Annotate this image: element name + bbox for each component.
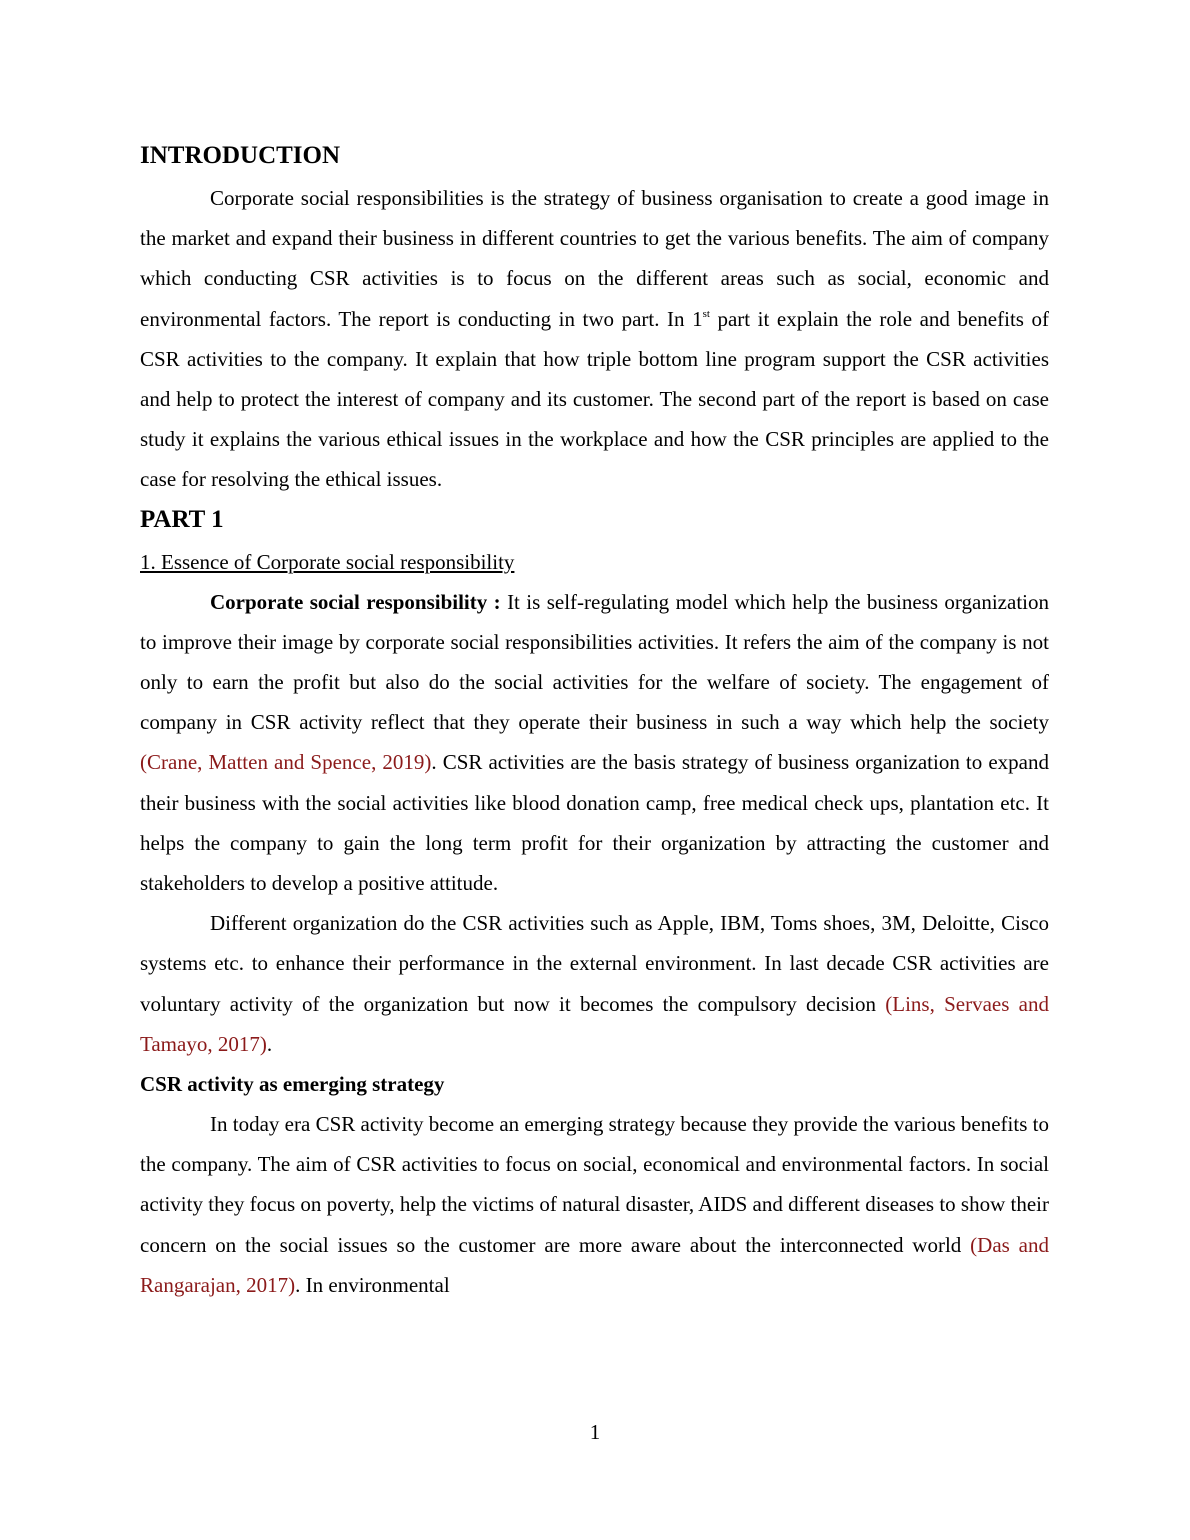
essence-subheading: 1. Essence of Corporate social responsibility xyxy=(140,549,515,574)
emerging-strategy-heading: CSR activity as emerging strategy xyxy=(140,1072,445,1097)
emerging-strategy-paragraph xyxy=(140,1104,1049,1305)
intro-text-part1: Corporate social responsibilities is the strategy of business organisation to create a good image in the market and expand their business in different countries to get the various benefits. The aim of company which conducting CSR activities is to focus on the different areas such as social, economic and environmental factors. The report is conducting in two part. In 1 xyxy=(140,186,1049,331)
ordinal-suffix: st xyxy=(702,307,710,320)
csr-definition-text-2: . CSR activities are the basis strategy of business organization to expand their business with the social activities like blood donation camp, free medical check ups, plantation etc. It helps the company to gain the long term profit for their organization by attracting the customer and stakeholders to develop a positive attitude. xyxy=(140,750,1049,896)
introduction-heading: INTRODUCTION xyxy=(140,142,341,169)
organizations-paragraph xyxy=(140,903,1049,1064)
document-page xyxy=(140,138,1049,1305)
organizations-text: Different organization do the CSR activities such as Apple, IBM, Toms shoes, 3M, Deloitte, Cisco systems etc. to enhance their performance in the external environment. In last decade CSR activities are voluntary activity of the organization but now it becomes the compulsory decision xyxy=(140,911,1049,1016)
emerging-text-2: . In environmental xyxy=(295,1272,450,1297)
part-1-heading: PART 1 xyxy=(140,505,224,533)
citation-lins: (Lins, Servaes and Tamayo, 2017) xyxy=(140,991,1049,1056)
csr-definition-paragraph xyxy=(140,582,1049,904)
citation-das: (Das and Rangarajan, 2017) xyxy=(140,1232,1049,1297)
citation-crane: (Crane, Matten and Spence, 2019) xyxy=(140,750,432,775)
emerging-text: In today era CSR activity become an emerging strategy because they provide the various benefits to the company. The aim of CSR activities to focus on social, economical and environmental factors. In social activity they focus on poverty, help the victims of natural disaster, AIDS and different diseases to show their concern on the social issues so the customer are more aware about the interconnected world xyxy=(140,1112,1049,1257)
csr-term-bold: Corporate social responsibility : xyxy=(210,589,501,614)
intro-text-part2: part it explain the role and benefits of CSR activities to the company. It explain that how triple bottom line program support the CSR activities and help to protect the interest of company and its customer. The second part of the report is based on case study it explains the various ethical issues in the workplace and how the CSR principles are applied to the case for resolving the ethical issues. xyxy=(140,306,1049,492)
page-number: 1 xyxy=(589,1420,601,1444)
introduction-paragraph xyxy=(140,178,1049,500)
organizations-text-end: . xyxy=(266,1031,273,1056)
csr-definition-text: It is self-regulating model which help the business organization to improve their image by corporate social responsibilities activities. It refers the aim of the company is not only to earn the profit but also do the social activities for the welfare of society. The engagement of company in CSR activity reflect that they operate their business in such a way which help the society xyxy=(140,589,1049,735)
